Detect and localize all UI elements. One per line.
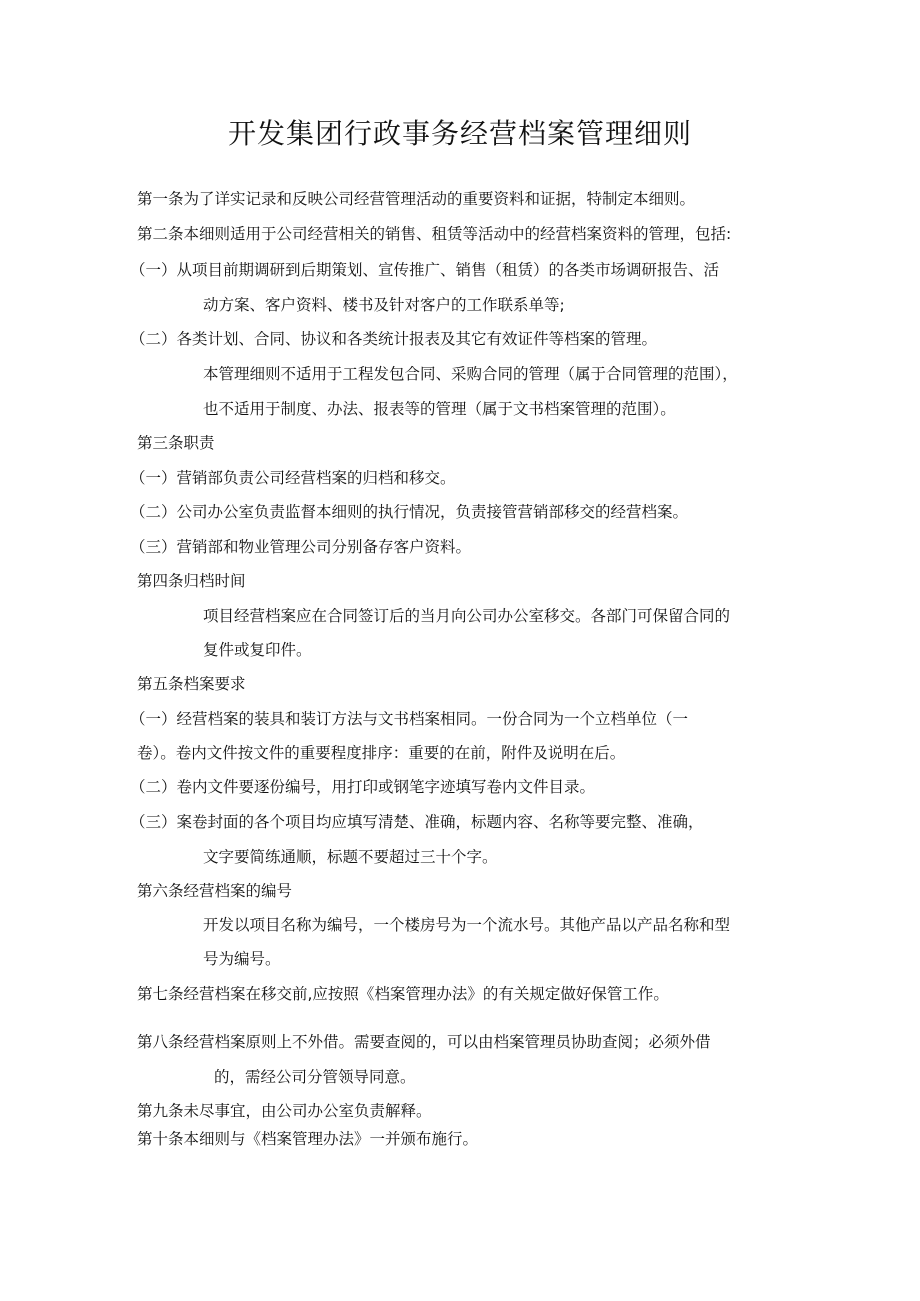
article-5-item-1: （一）经营档案的装具和装订方法与文书档案相同。一份合同为一个立档单位（一 — [130, 710, 689, 728]
article-2-note-cont: 也不适用于制度、办法、报表等的管理（属于文书档案管理的范围）。 — [203, 400, 676, 418]
article-10: 第十条本细则与《档案管理办法》一并颁布施行。 — [137, 1130, 479, 1148]
article-2-item-1: （一）从项目前期调研到后期策划、宣传推广、销售（租赁）的各类市场调研报告、活 — [130, 261, 720, 279]
article-5-item-2: （二）卷内文件要逐份编号，用打印或钢笔字迹填写卷内文件目录。 — [130, 778, 596, 796]
article-2-item-2: （二）各类计划、合同、协议和各类统计报表及其它有效证件等档案的管理。 — [130, 330, 658, 348]
article-6-heading: 第六条经营档案的编号 — [137, 882, 293, 900]
article-4-heading: 第四条归档时间 — [137, 572, 246, 590]
article-3-heading: 第三条职责 — [137, 434, 215, 452]
article-5-item-1-cont: 卷）。卷内文件按文件的重要程度排序：重要的在前，附件及说明在后。 — [137, 744, 626, 762]
article-2: 第二条本细则适用于公司经营相关的销售、租赁等活动中的经营档案资料的管理，包括: — [137, 225, 732, 243]
article-2-note: 本管理细则不适用于工程发包合同、采购合同的管理（属于合同管理的范围）， — [203, 365, 738, 383]
article-5-item-3-cont: 文字要简练通顺，标题不要超过三十个字。 — [203, 848, 498, 866]
article-8-cont: 的，需经公司分管领导同意。 — [214, 1068, 416, 1086]
article-8: 第八条经营档案原则上不外借。需要查阅的，可以由档案管理员协助查阅；必须外借 — [137, 1033, 711, 1051]
article-3-item-2: （二）公司办公室负责监督本细则的执行情况，负责接管营销部移交的经营档案。 — [130, 503, 689, 521]
article-7: 第七条经营档案在移交前,应按照《档案管理办法》的有关规定做好保管工作。 — [137, 985, 669, 1003]
document-title: 开发集团行政事务经营档案管理细则 — [227, 117, 692, 150]
article-2-item-1-cont: 动方案、客户资料、楼书及针对客户的工作联系单等; — [203, 296, 565, 314]
article-6-body: 开发以项目名称为编号，一个楼房号为一个流水号。其他产品以产品名称和型 — [203, 916, 731, 934]
article-3-item-3: （三）营销部和物业管理公司分别备存客户资料。 — [130, 538, 472, 556]
article-4-body: 项目经营档案应在合同签订后的当月向公司办公室移交。各部门可保留合同的 — [203, 607, 731, 625]
article-9: 第九条未尽事宜，由公司办公室负责解释。 — [137, 1102, 432, 1120]
article-3-item-1: （一）营销部负责公司经营档案的归档和移交。 — [130, 469, 456, 487]
article-1: 第一条为了详实记录和反映公司经营管理活动的重要资料和证据，特制定本细则。 — [137, 190, 696, 208]
article-5-item-3: （三）案卷封面的各个项目均应填写清楚、准确，标题内容、名称等要完整、准确， — [130, 813, 704, 831]
article-5-heading: 第五条档案要求 — [137, 675, 246, 693]
article-4-body-cont: 复件或复印件。 — [203, 641, 312, 659]
article-6-body-cont: 号为编号。 — [203, 950, 281, 968]
